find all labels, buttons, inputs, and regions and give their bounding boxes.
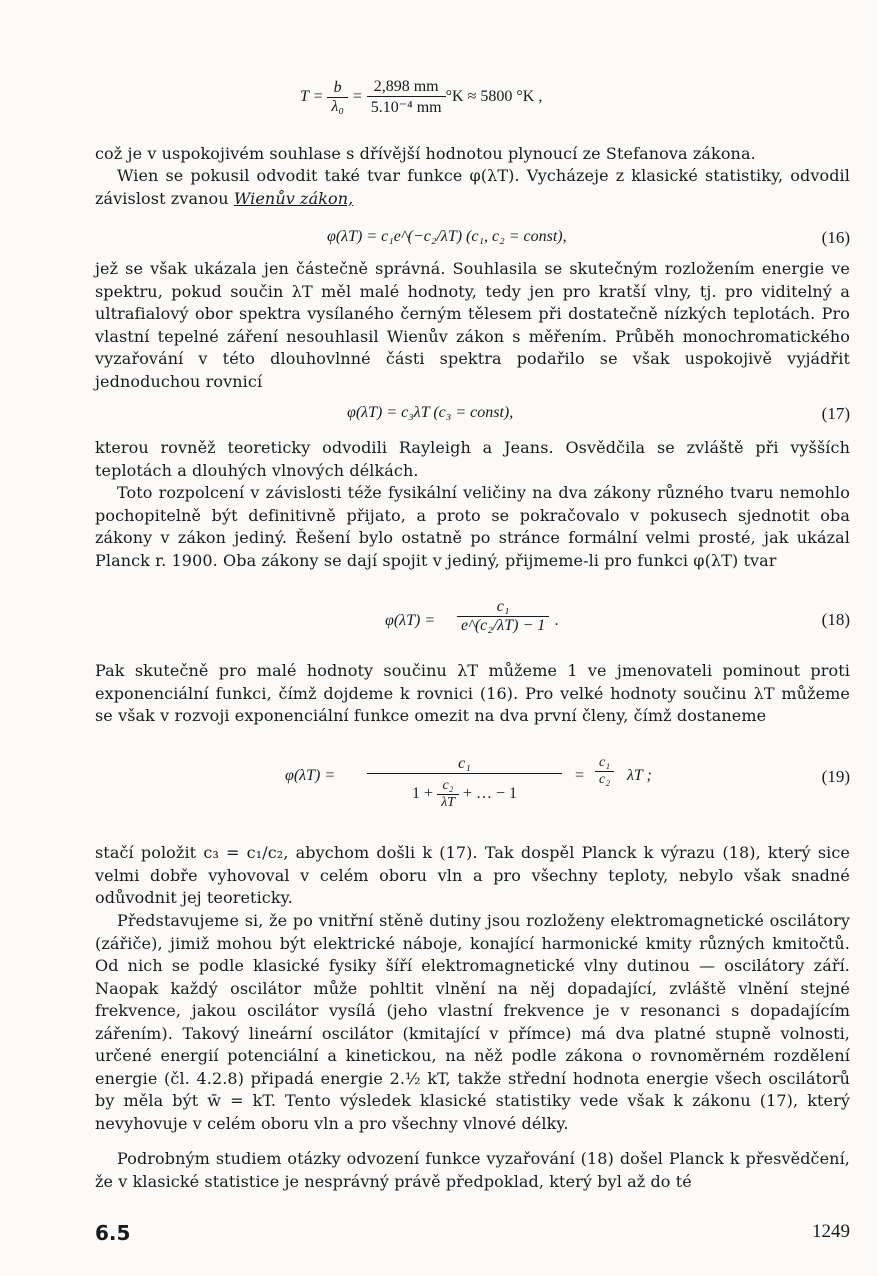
page — [95, 0, 850, 1276]
eq19-den-b: + … − 1 — [462, 785, 517, 803]
equation-18 — [95, 598, 850, 642]
eq17-body: φ(λT) = c₃λT (c₃ = const), — [347, 404, 514, 421]
eq17-number: (17) — [821, 404, 850, 423]
paragraph-3: jež se však ukázala jen částečně správná. Souhlasila se skutečným rozložením energie ve spektru, pokud součin λT měl malé hodnoty, tedy jen pro kratší vlny, tj. pro viditelný a ultrafialový obor spektra vysílaného černým tělesem při dostatečně nízkých teplotách. Pro vlastní tepelné záření nesouhlasil Wienův zákon s měřením. Průběh monochromatického vyzařování v této dlouhovlnné části spektra podařilo se však uspokojivě vyjádřit jednoduchou rovnicí — [95, 259, 850, 391]
paragraph-2-text: Wien se pokusil odvodit také tvar funkce φ(λT). Vycházeje z klasické statistiky, odvodil závislost zvanou — [95, 166, 850, 208]
eq19-number: (19) — [821, 767, 850, 786]
equation-19 — [95, 755, 850, 825]
eq18-num: c₁ — [496, 598, 510, 615]
eq-lhs: T — [300, 88, 309, 106]
paragraph-9: Podrobným studiem otázky odvození funkce vyzařování (18) došel Planck k přesvědčení, že v klasické statistice je nesprávný právě předpoklad, který byl až do té — [95, 1149, 850, 1191]
paragraph-4: kterou rovněž teoreticky odvodili Rayleigh a Jeans. Osvědčila se zvláště při vyšších teplotách a dlouhých vlnových délkách. — [95, 438, 850, 480]
eq19-den-frac-num: c₂ — [442, 778, 454, 793]
eq19-rden: c₂ — [595, 771, 614, 788]
eq-unit: °K ≈ 5800 °K , — [445, 88, 543, 106]
eq-den1: λ₀ — [327, 97, 348, 116]
wien-law-term: Wienův zákon, — [233, 188, 354, 208]
paragraph-6: Pak skutečně pro malé hodnoty součinu λT můžeme 1 ve jmenovateli pominout proti exponenciální funkci, čímž dojdeme k rovnici (16). Pro velké hodnoty součinu λT můžeme se však v rozvoji exponenciální funkce omezit na dva první členy, čímž dostaneme — [95, 661, 850, 725]
page-footer — [95, 1221, 850, 1245]
eq18-den: e^(c₂/λT) − 1 — [457, 616, 549, 635]
paragraph-2 — [95, 165, 850, 210]
page-number: 1249 — [812, 1221, 850, 1242]
eq16-body: φ(λT) = c₁e^(−c₂/λT) (c₁, c₂ = const), — [327, 228, 567, 245]
paragraph-8: Představujeme si, že po vnitřní stěně dutiny jsou rozloženy elektromagnetické oscilátory (zářiče), jimiž mohou být elektrické náboje, konající harmonické kmity různých kmitočtů. Od nich se podle klasické fysiky šíří elektromagnetické vlny dutinou — oscilátory září. Naopak každý oscilátor může pohltit vlnění na něj dopadající, zvláště vlnění stejné frekvence, jakou oscilátor vysílá (jeho vlastní frekvence je v resonanci s dopadajícím zářením). Takový lineární oscilátor (kmitající v přímce) má dva platné stupně volnosti, určené energií potenciální a kinetickou, na něž podle zákona o rovnoměrném rozdělení energie (čl. 4.2.8) připadá energie 2.½ kT, takže střední hodnota energie všech oscilátorů by měla být w̄ = kT. Tento výsledek klasické statistiky vede však k zákonu (17), který nevyhovuje v celém oboru vln a pro všechny vlnové délky. — [95, 911, 850, 1133]
paragraph-5: Toto rozpolcení v závislosti téže fysikální veličiny na dva zákony různého tvaru nemohlo pochopitelně být definitivně přijato, a proto se pokračovalo v pokusech sjednotit oba zákony v zákon jediný. Řešení bylo ostatně po stránce formální velmi prosté, jak ukázal Planck r. 1900. Oba zákony se dají spojit v jediný, přijmeme-li pro funkci φ(λT) tvar — [95, 483, 850, 570]
eq-den2: 5.10⁻⁴ mm — [367, 96, 446, 117]
section-number: 6.5 — [95, 1221, 131, 1245]
eq19-den-a: 1 + — [412, 785, 434, 803]
paragraph-1: což je v uspokojivém souhlase s dřívější hodnotou plynoucí ze Stefanova zákona. — [95, 144, 756, 163]
eq-num1: b — [333, 79, 342, 96]
eq19-num: c₁ — [458, 755, 471, 772]
eq19-den-frac-den: λT — [437, 794, 459, 811]
eq19-equals: = — [575, 767, 585, 784]
eq18-lhs: φ(λT) = — [385, 612, 436, 629]
eq18-tail: . — [555, 612, 559, 629]
equation-wien-temperature: T = $\frac{b}{\text{λ₀}}$ = $\frac{2,898 mm}{\text{5.10⁻⁴ mm}}$ °K ≈ 5800 °K , — [300, 78, 543, 116]
eq19-lhs: φ(λT) = — [285, 767, 336, 784]
eq16-number: (16) — [821, 228, 850, 247]
eq-num2: 2,898 mm — [373, 78, 439, 95]
eq19-rnum: c₁ — [599, 755, 611, 770]
eq19-rtail: λT ; — [627, 767, 652, 784]
paragraph-7: stačí položit c₃ = c₁/c₂, abychom došli k (17). Tak dospěl Planck k výrazu (18), který sice velmi dobře vyhovoval v celém oboru vln a pro všechny teploty, nebylo však snadné odůvodnit jej teoreticky. — [95, 843, 850, 907]
eq18-number: (18) — [821, 610, 850, 629]
